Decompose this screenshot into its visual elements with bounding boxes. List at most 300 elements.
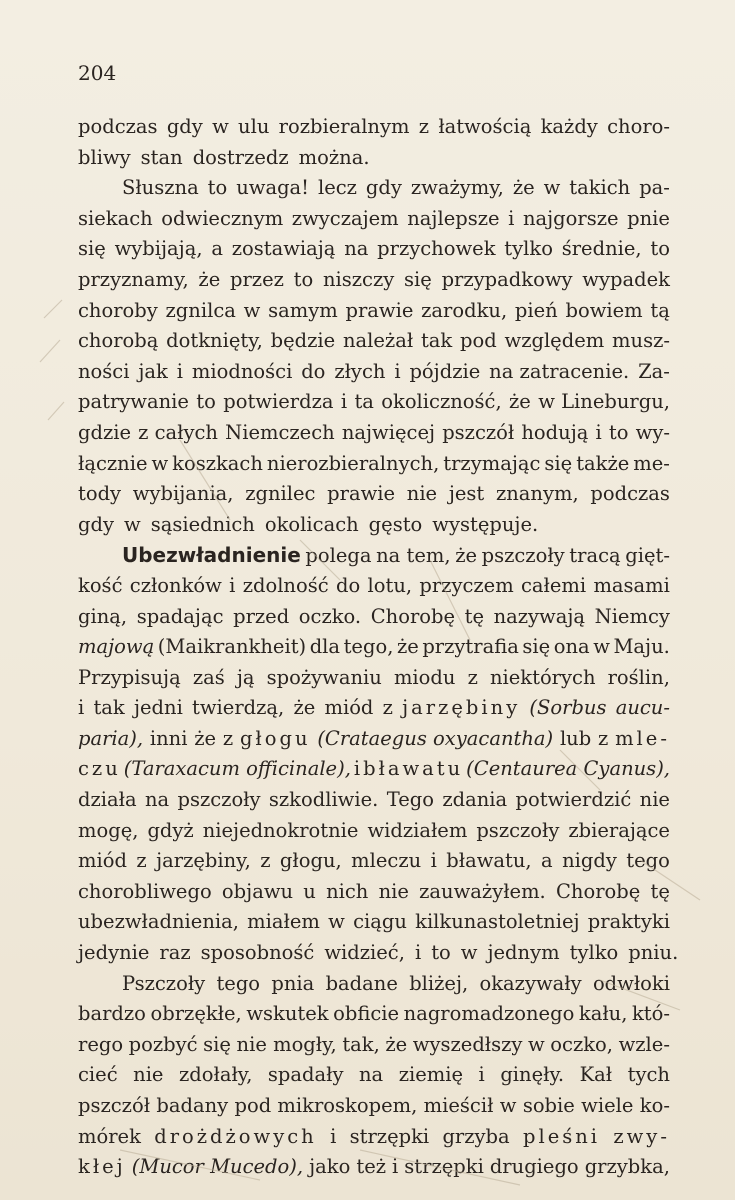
text-line <box>78 816 670 847</box>
word: Przypisują <box>78 665 181 689</box>
word: przyznamy, <box>78 267 189 291</box>
word: na <box>344 237 369 261</box>
word: bliżej, <box>409 971 469 995</box>
word: polega <box>305 544 372 568</box>
word: i <box>340 390 348 414</box>
word: oczko. <box>298 604 362 628</box>
word: bławatu, <box>446 849 532 873</box>
word: nagromadzonego <box>403 1002 575 1026</box>
word: pszczół <box>78 1094 151 1117</box>
word: Niemcy <box>594 604 670 628</box>
word: miodności <box>191 359 293 383</box>
word: działa <box>78 788 137 812</box>
text-line <box>78 1091 670 1122</box>
word: tą <box>650 298 670 322</box>
word: względem <box>504 329 605 353</box>
word: mleczu <box>351 849 422 873</box>
word: szkodliwie. <box>268 788 379 812</box>
word: pszczoły <box>476 818 560 842</box>
word: przed <box>233 604 290 628</box>
word: się <box>78 237 106 261</box>
word: na tem, <box>376 544 451 568</box>
word: nie <box>378 879 409 903</box>
text-line <box>78 540 670 571</box>
word: i <box>478 1063 485 1087</box>
word: zdania <box>442 788 508 812</box>
word: głogu, <box>279 849 342 873</box>
word: w <box>243 298 261 322</box>
word: gdy <box>365 176 402 200</box>
word: Kał <box>579 1063 613 1087</box>
word: jarzębiny <box>402 696 521 720</box>
word: mogę, <box>78 818 139 842</box>
word: sposobność <box>200 941 315 965</box>
text-line <box>78 265 670 296</box>
word: że <box>198 267 221 291</box>
word: i <box>353 757 361 781</box>
word: chorobliwego <box>78 879 212 903</box>
word: to <box>293 267 314 291</box>
word: choro- <box>607 115 670 138</box>
word: należał <box>342 329 414 353</box>
word: obrzękłe, <box>150 1002 242 1026</box>
word: widziałem <box>367 818 468 842</box>
word: ją <box>236 665 255 689</box>
word: Chorobę <box>370 604 456 628</box>
word: dotknięty, <box>166 329 263 353</box>
word: hodują <box>521 420 589 444</box>
word: Tego <box>386 788 434 812</box>
word: też <box>356 1155 387 1179</box>
text-line <box>78 357 670 388</box>
word: z <box>418 115 430 138</box>
word: do <box>335 573 361 597</box>
word: drożdżowych <box>154 1124 317 1148</box>
word: i <box>392 1155 399 1179</box>
word: w <box>528 1032 545 1056</box>
word: w Lineburgu, <box>538 390 670 414</box>
word: przez <box>230 267 284 291</box>
text-line <box>78 1030 670 1061</box>
word: zdolność <box>242 573 329 597</box>
word: w <box>499 1094 517 1117</box>
word: się <box>203 1032 231 1056</box>
word: każdy <box>540 115 598 138</box>
word: w <box>593 635 610 659</box>
word: Za- <box>638 359 670 383</box>
word: tracą <box>569 544 621 568</box>
word: nigdy <box>562 849 617 873</box>
word: jednym <box>487 941 560 965</box>
word: nie <box>133 1063 164 1087</box>
word: drugiego <box>489 1155 579 1179</box>
word: bławatu <box>363 757 464 781</box>
text-line <box>78 173 670 204</box>
word: ubezwładnienia, <box>78 910 239 934</box>
word: w <box>543 176 561 200</box>
word: z całych <box>138 420 218 444</box>
text-line <box>78 387 670 418</box>
word: z <box>136 849 147 873</box>
word: praktyki <box>587 910 670 934</box>
word: pszczoły <box>177 788 261 812</box>
word: całemi <box>521 573 587 597</box>
word: tę <box>464 604 484 628</box>
word: ta <box>354 390 374 414</box>
word: w <box>212 115 229 138</box>
text-line <box>78 449 670 480</box>
word: to <box>207 176 228 200</box>
word: pnie <box>627 206 670 230</box>
word: się <box>404 267 432 291</box>
text-line <box>78 999 670 1030</box>
word: zwy- <box>613 1124 670 1148</box>
text-line <box>78 143 670 174</box>
word: przytrafia <box>422 635 519 659</box>
word: i <box>78 696 85 720</box>
word: tody <box>78 482 122 506</box>
word: samym <box>268 298 338 322</box>
word: nie <box>406 482 438 506</box>
word: to <box>431 941 451 965</box>
word: pszczół <box>442 420 515 444</box>
word: majową <box>78 635 155 659</box>
word: jedynie <box>78 941 150 965</box>
word: Chorobę <box>555 879 641 903</box>
text-line <box>78 418 670 449</box>
word: masami <box>593 573 670 597</box>
word: na <box>359 1063 384 1087</box>
text-line <box>78 754 670 785</box>
word: gęsto <box>368 512 423 536</box>
word: i <box>394 359 401 383</box>
word: pod <box>460 329 497 353</box>
word: że <box>512 176 535 200</box>
word: Pszczoły <box>122 971 206 995</box>
text-line <box>78 1060 670 1091</box>
word: pod mikroskopem, <box>234 1094 418 1117</box>
word: oczko, <box>550 1032 613 1056</box>
word: kłej <box>78 1155 126 1179</box>
word: objawu <box>221 879 294 903</box>
word: lub <box>559 726 592 750</box>
word: któ- <box>631 1002 670 1026</box>
word: pójdzie <box>409 359 481 383</box>
word: niejednokrotnie <box>202 818 359 842</box>
word: (Mucor Mucedo), <box>131 1155 304 1179</box>
word: niektórych <box>489 665 596 689</box>
word: inni <box>149 726 188 750</box>
word: rego <box>78 1032 124 1056</box>
text-line <box>78 693 670 724</box>
word: dla <box>309 635 341 659</box>
word: rozbieralnym <box>278 115 410 138</box>
word: pszczoły <box>481 544 565 568</box>
word: prawie <box>327 482 396 506</box>
word: uwaga! <box>236 176 310 200</box>
word: że <box>509 390 531 414</box>
word: a <box>541 849 553 873</box>
text-line <box>78 907 670 938</box>
word: z <box>382 696 393 720</box>
word: złych <box>334 359 386 383</box>
word: to <box>608 420 629 444</box>
word: wy- <box>635 420 670 444</box>
word: pozbyć <box>128 1032 198 1056</box>
word: takich <box>569 176 631 200</box>
word: łatwością <box>438 115 532 138</box>
word: paria), <box>78 726 144 750</box>
word: lotu, <box>367 573 413 597</box>
word: raz <box>159 941 191 965</box>
word: aucu- <box>615 696 670 720</box>
word: me- <box>633 451 670 475</box>
word: bliwy <box>78 145 131 169</box>
word: strzępki <box>404 1155 484 1179</box>
word: mórek <box>78 1124 141 1148</box>
word: cieć <box>78 1063 118 1087</box>
word: można. <box>298 145 370 169</box>
word: mle- <box>615 726 670 750</box>
word: przypadkowy <box>441 267 573 291</box>
word: w <box>328 910 345 934</box>
word: chorobą <box>78 329 159 353</box>
word: jak <box>138 359 168 383</box>
word: badane <box>325 971 398 995</box>
word: w <box>123 512 141 536</box>
word: w <box>460 941 478 965</box>
page-number: 204 <box>78 61 117 85</box>
word: siekach <box>78 206 153 230</box>
word: łącznie <box>78 451 148 475</box>
word: jako <box>309 1155 351 1179</box>
word: że <box>385 1032 408 1056</box>
word: że <box>396 635 419 659</box>
word: badany <box>156 1094 229 1117</box>
word: znanym, <box>495 482 579 506</box>
word: twierdzą, <box>192 696 285 720</box>
word: wiele <box>581 1094 634 1117</box>
text-line <box>78 296 670 327</box>
word: okazywały <box>479 971 582 995</box>
word: u <box>303 879 316 903</box>
word: zwyczajem <box>291 206 399 230</box>
word: tę <box>650 879 670 903</box>
word: się <box>544 451 573 475</box>
word: tego <box>216 971 261 995</box>
word: (Centaurea Cyanus), <box>466 757 670 781</box>
word: gdy <box>166 115 203 138</box>
word: kału, <box>578 1002 628 1026</box>
body-text <box>78 112 679 1183</box>
word: pa- <box>639 176 670 200</box>
word: miód <box>78 849 127 873</box>
word: zważymy, <box>410 176 504 200</box>
section-heading: Ubezwładnienie <box>122 543 301 568</box>
word: miałem <box>247 910 320 934</box>
word: odwiecznym <box>161 206 284 230</box>
word: odwłoki <box>592 971 670 995</box>
word: przychowek <box>377 237 496 261</box>
word: gdyż <box>147 818 194 842</box>
word: giną, <box>78 604 128 628</box>
word: okoliczność, <box>381 390 502 414</box>
word: zgnilca <box>165 298 236 322</box>
word: z <box>598 726 609 750</box>
word: patrywanie <box>78 390 189 414</box>
word: tak, <box>342 1032 380 1056</box>
word: miodu <box>393 665 456 689</box>
word: okolicach <box>264 512 359 536</box>
word: spożywaniu <box>266 665 382 689</box>
word: Niemczech <box>225 420 335 444</box>
word: Słuszna <box>122 176 199 200</box>
word: na zatracenie. <box>489 359 630 383</box>
word: wskutek <box>246 1002 329 1026</box>
word: tego, <box>343 635 394 659</box>
word: tych <box>627 1063 670 1087</box>
text-line <box>78 234 670 265</box>
word: nich <box>326 879 369 903</box>
word: pleśni <box>522 1124 601 1148</box>
word: widzieć, <box>324 941 405 965</box>
word: to <box>650 237 670 261</box>
text-line <box>78 1152 670 1183</box>
text-line <box>78 112 670 143</box>
word: potwierdzić <box>515 788 632 812</box>
word: choroby <box>78 298 158 322</box>
word: i <box>176 359 183 383</box>
word: (Crataegus oxyacantha) <box>317 726 554 750</box>
word: się <box>522 635 551 659</box>
word: wybijają, <box>114 237 203 261</box>
text-line <box>78 785 670 816</box>
word: najlepsze <box>407 206 500 230</box>
word: tego <box>626 849 670 873</box>
word: wybijania, <box>132 482 234 506</box>
word: występuje. <box>432 512 539 536</box>
word: zgnilec <box>245 482 316 506</box>
word: zaś <box>192 665 225 689</box>
text-line <box>78 510 670 541</box>
word: jedni <box>133 696 183 720</box>
word: głogu <box>239 726 311 750</box>
word: ginęły. <box>500 1063 565 1087</box>
word: prawie <box>345 298 414 322</box>
word: grzyba <box>442 1124 510 1148</box>
word: zostawiają <box>231 237 336 261</box>
word: (Sorbus <box>529 696 607 720</box>
word: wzle- <box>618 1032 670 1056</box>
word: (Maikrankheit) <box>157 635 307 659</box>
word: że <box>293 696 316 720</box>
word: w <box>151 451 169 475</box>
word: potwierdza <box>223 390 334 414</box>
word: ko- <box>639 1094 670 1117</box>
word: członków <box>129 573 222 597</box>
word: grzybka, <box>584 1155 670 1179</box>
word: pnia <box>271 971 315 995</box>
word: zdołały, <box>179 1063 253 1087</box>
word: średnie, <box>561 237 642 261</box>
word: z <box>222 726 234 750</box>
word: spadały <box>267 1063 344 1087</box>
word: bowiem <box>565 298 643 322</box>
word: nie <box>639 788 670 812</box>
word: gięt- <box>625 544 670 568</box>
word: zarodku, <box>421 298 508 322</box>
word: musz- <box>612 329 670 353</box>
word: na <box>144 788 170 812</box>
word: spadając <box>136 604 224 628</box>
word: lecz <box>317 176 357 200</box>
word: wypadek <box>582 267 670 291</box>
word: stan <box>140 145 183 169</box>
word: (Taraxacum officinale), <box>123 757 351 781</box>
text-line <box>78 571 670 602</box>
text-line <box>78 326 670 357</box>
word: i <box>414 941 422 965</box>
word: ona <box>553 635 590 659</box>
word: do <box>301 359 326 383</box>
word: tylko <box>504 237 553 261</box>
word: kilkunastoletniej <box>415 910 580 934</box>
word: roślin, <box>607 665 670 689</box>
text-line <box>78 877 670 908</box>
word: gdy <box>78 512 114 536</box>
word: jest <box>448 482 485 506</box>
word: obficie <box>333 1002 400 1026</box>
word: także <box>576 451 630 475</box>
word: będzie <box>270 329 336 353</box>
text-line <box>78 479 670 510</box>
word: trzymając <box>443 451 541 475</box>
text-line <box>78 632 670 663</box>
word: niszczy <box>322 267 395 291</box>
word: nie mogły, <box>236 1032 337 1056</box>
word: ciągu <box>353 910 407 934</box>
word: a <box>211 237 223 261</box>
text-line <box>78 1122 670 1153</box>
word: gdzie <box>78 420 132 444</box>
word: i <box>508 206 515 230</box>
word: mieścił <box>423 1094 494 1117</box>
word: tak <box>93 696 125 720</box>
text-line <box>78 846 670 877</box>
word: tak <box>420 329 453 353</box>
word: bardzo <box>78 1002 146 1026</box>
word: koszkach <box>172 451 263 475</box>
text-line <box>78 204 670 235</box>
word: dostrzedz <box>192 145 289 169</box>
word: i <box>595 420 602 444</box>
word: i <box>330 1124 337 1148</box>
text-line <box>78 724 670 755</box>
word: najwięcej <box>341 420 436 444</box>
word: miód <box>324 696 374 720</box>
word: tylko <box>569 941 619 965</box>
word: czu <box>78 757 121 781</box>
word: pniu. <box>628 941 679 965</box>
word: ulu <box>238 115 270 138</box>
word: że <box>194 726 217 750</box>
word: i <box>430 849 437 873</box>
word: podczas <box>590 482 670 506</box>
word: z <box>467 665 478 689</box>
word: zauważyłem. <box>419 879 546 903</box>
word: że <box>455 544 478 568</box>
word: zbierające <box>568 818 670 842</box>
